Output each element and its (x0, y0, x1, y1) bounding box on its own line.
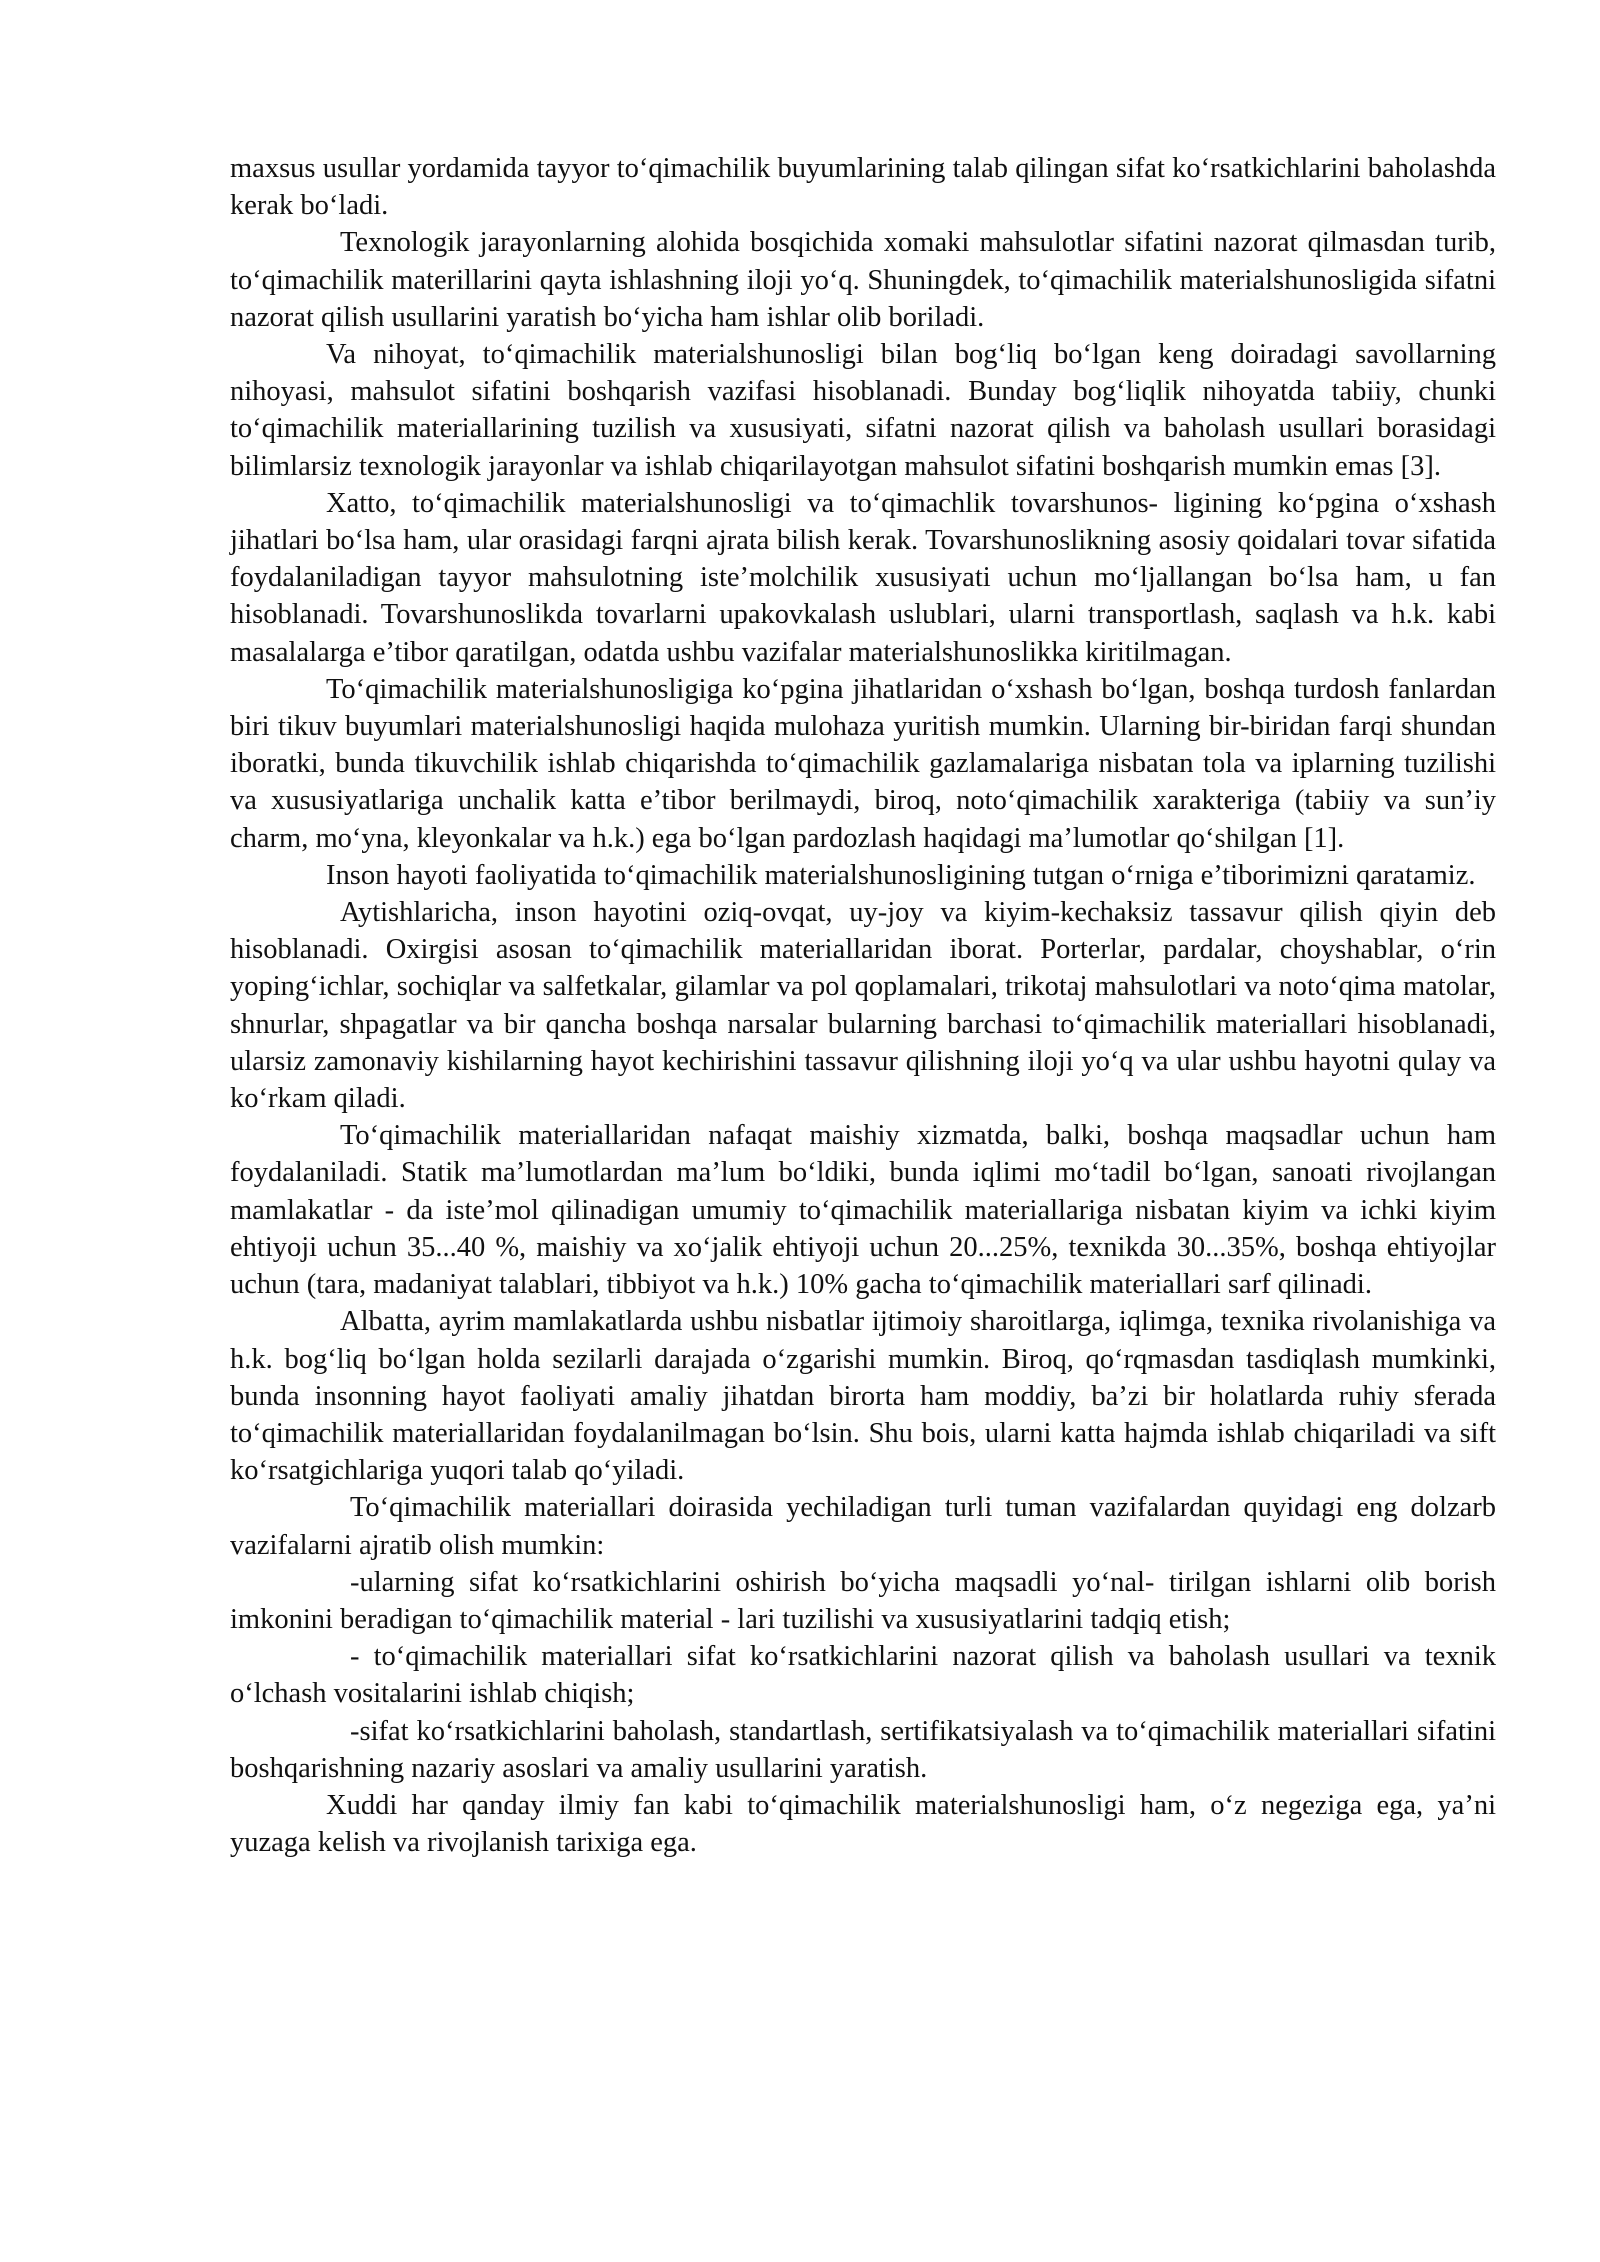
paragraph-11: Xuddi har qanday ilmiy fan kabi to‘qimachilik materialshunosligi ham, o‘z negeziga ega, ya’ni yuzaga kelish va rivojlanish tarixiga ega. (230, 1789, 1496, 1859)
paragraph-10: To‘qimachilik materiallari doirasida yechiladigan turli tuman vazifalardan quyidagi eng dolzarb vazifalarni ajratib olish mumkin: (230, 1492, 1496, 1561)
paragraph-2: Texnologik jarayonlarning alohida bosqichida xomaki mahsulotlar sifatini nazorat qilmasdan turib, to‘qimachilik materillarini qayta ishlashning iloji yo‘q. Shuningdek, to‘qimachilik materialshunosligida sifatni nazorat qilish usullarini yaratish bo‘yicha ham ishlar olib boriladi. (230, 227, 1496, 333)
paragraph-6: Inson hayoti faoliyatida to‘qimachilik materialshunosligining tutgan o‘rniga e’tiborimizni qaratamiz. (326, 859, 1476, 891)
list-item-3: -sifat ko‘rsatkichlarini baholash, standartlash, sertifikatsiyalash va to‘qimachilik materiallari sifatini boshqarishning nazariy asoslari va amaliy usullarini yaratish. (230, 1715, 1496, 1784)
paragraph-7: Aytishlaricha, inson hayotini oziq-ovqat, uy-joy va kiyim-kechaksiz tassavur qilish qiyin deb hisoblanadi. Oxirgisi asosan to‘qimachilik materiallaridan iborat. Porterlar, pardalar, choyshablar, o‘rin yoping‘ichlar, sochiqlar va salfetkalar, gilamlar va pol qoplamalari, trikotaj mahsulotlari va noto‘qima matolar, shnurlar, shpagatlar va bir qancha boshqa narsalar bularning barchasi to‘qimachilik materiallari hisoblanadi, ularsiz zamonaviy kishilarning hayot kechirishini tassavur qilishning iloji yo‘q va ular ushbu hayotni qulay va ko‘rkam qiladi. (230, 897, 1496, 1115)
paragraph-3: Va nihoyat, to‘qimachilik materialshunosligi bilan bog‘liq bo‘lgan keng doiradagi savollarning nihoyasi, mahsulot sifatini boshqarish vazifasi hisoblanadi. Bunday bog‘liqlik nihoyatda tabiiy, chunki to‘qimachilik materiallarining tuzilish va xususiyati, sifatni nazorat qilish va baholash usullari borasidagi bilimlarsiz texnologik jarayonlar va ishlab chiqarilayotgan mahsulot sifatini boshqarish mumkin emas [3]. (230, 339, 1496, 482)
paragraph-8: To‘qimachilik materiallaridan nafaqat maishiy xizmatda, balki, boshqa maqsadlar uchun ham foydalaniladi. Statik ma’lumotlardan ma’lum bo‘ldiki, bunda iqlimi mo‘tadil bo‘lgan, sanoati rivojlangan mamlakatlar - da iste’mol qilinadigan umumiy to‘qimachilik materiallariga nisbatan kiyim va ichki kiyim ehtiyoji uchun 35...40 %, maishiy va xo‘jalik ehtiyoji uchun 20...25%, texnikda 30...35%, boshqa ehtiyojlar uchun (tara, madaniyat talablari, tibbiyot va h.k.) 10% gacha to‘qimachilik materiallari sarf qilinadi. (230, 1120, 1496, 1301)
list-item-1: -ularning sifat ko‘rsatkichlarini oshirish bo‘yicha maqsadli yo‘nal- tirilgan ishlarni olib borish imkonini beradigan to‘qimachilik material - lari tuzilishi va xususiyatlarini tadqiq etish; (230, 1566, 1496, 1635)
paragraph-9: Albatta, ayrim mamlakatlarda ushbu nisbatlar ijtimoiy sharoitlarga, iqlimga, texnika rivolanishiga va h.k. bog‘liq bo‘lgan holda sezilarli darajada o‘zgarishi mumkin. Biroq, qo‘rqmasdan tasdiqlash mumkinki, bunda insonning hayot faoliyati amaliy jihatdan birorta ham moddiy, ba’zi bir holatlarda ruhiy sferada to‘qimachilik materiallaridan foydalanilmagan bo‘lsin. Shu bois, ularni katta hajmda ishlab chiqariladi va sift ko‘rsatgichlariga yuqori talab qo‘yiladi. (230, 1306, 1496, 1487)
paragraph-5: To‘qimachilik materialshunosligiga ko‘pgina jihatlaridan o‘xshash bo‘lgan, boshqa turdosh fanlardan biri tikuv buyumlari materialshunosligi haqida mulohaza yuritish mumkin. Ularning bir-biridan farqi shundan iboratki, bunda tikuvchilik ishlab chiqarishda to‘qimachilik gazlamalariga nisbatan tola va iplarning tuzilishi va xususiyatlariga unchalik katta e’tibor berilmaydi, biroq, noto‘qimachilik xarakteriga (tabiiy va sun’iy charm, mo‘yna, kleyonkalar va h.k.) ega bo‘lgan pardozlash haqidagi ma’lumotlar qo‘shilgan [1]. (230, 673, 1496, 854)
paragraph-1: maxsus usullar yordamida tayyor to‘qimachilik buyumlarining talab qilingan sifat ko‘rsatkichlarini baholashda kerak bo‘ladi. (230, 153, 1496, 222)
list-item-2: - to‘qimachilik materiallari sifat ko‘rsatkichlarini nazorat qilish va baholash usullari va texnik o‘lchash vositalarini ishlab chiqish; (230, 1641, 1496, 1710)
document-page (230, 150, 1496, 1861)
paragraph-4: Xatto, to‘qimachilik materialshunosligi va to‘qimachlik tovarshunos- ligining ko‘pgina o‘xshash jihatlari bo‘lsa ham, ular orasidagi farqni ajrata bilish kerak. Tovarshunoslikning asosiy qoidalari tovar sifatida foydalaniladigan tayyor mahsulotning iste’molchilik xususiyati uchun mo‘ljallangan bo‘lsa ham, u fan hisoblanadi. Tovarshunoslikda tovarlarni upakovkalash uslublari, ularni transportlash, saqlash va h.k. kabi masalalarga e’tibor qaratilgan, odatda ushbu vazifalar materialshunoslikka kiritilmagan. (230, 487, 1496, 668)
